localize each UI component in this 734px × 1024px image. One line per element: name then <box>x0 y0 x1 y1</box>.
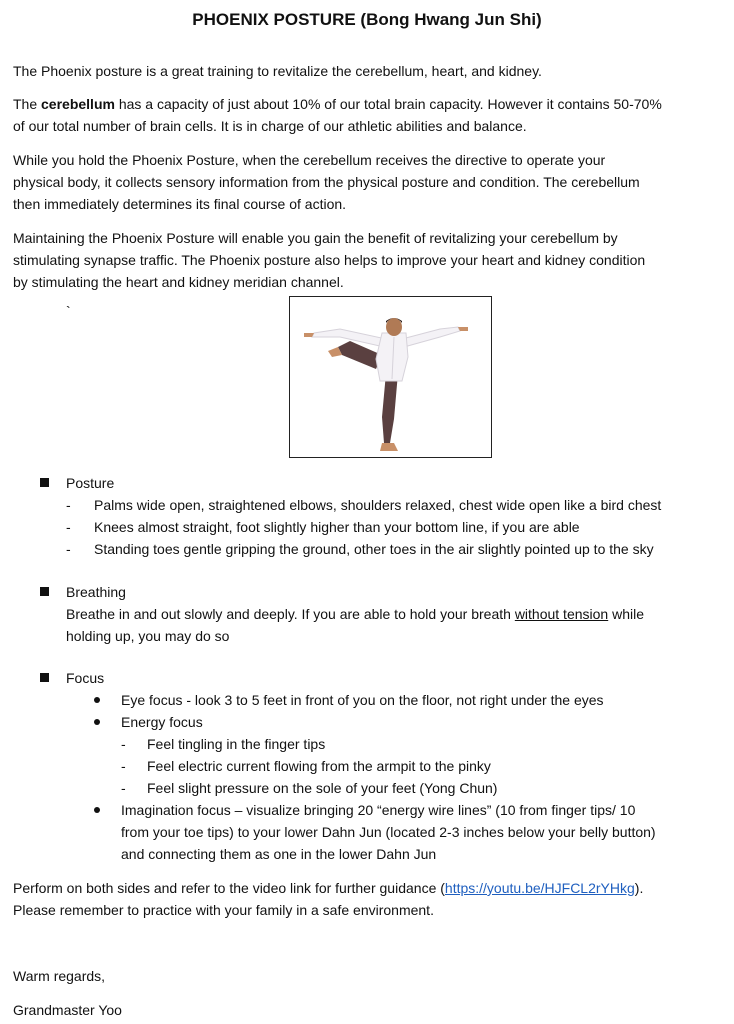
eye-focus-bullet <box>94 697 100 703</box>
eye-focus-item: Eye focus - look 3 to 5 feet in front of you on the floor, not right under the eyes <box>121 692 604 708</box>
intro-paragraph-1: The Phoenix posture is a great training to revitalize the cerebellum, heart, and kidney. <box>13 63 542 79</box>
posture-item-1-dash: - <box>66 497 71 513</box>
intro-paragraph-3-line-1: While you hold the Phoenix Posture, when the cerebellum receives the directive to operate your <box>13 152 606 168</box>
phoenix-posture-figure <box>289 296 492 458</box>
focus-section-bullet <box>40 673 49 682</box>
energy-item-2-dash: - <box>121 758 126 774</box>
posture-item-3: Standing toes gentle gripping the ground, other toes in the air slightly pointed up to the sky <box>94 541 654 557</box>
posture-item-2: Knees almost straight, foot slightly higher than your bottom line, if you are able <box>94 519 580 535</box>
closing-line-1-end: ). <box>634 880 644 896</box>
posture-section-bullet <box>40 478 49 487</box>
right-arm-sleeve <box>402 327 460 347</box>
posture-item-2-dash: - <box>66 519 71 535</box>
breathing-line-1-start: Breathe in and out slowly and deeply. If you are able to hold your breath <box>66 606 515 622</box>
breathing-line-1-end: while <box>608 606 645 622</box>
imagination-focus-line-2: from your toe tips) to your lower Dahn Jun (located 2-3 inches below your belly button) <box>121 824 656 840</box>
page-title: PHOENIX POSTURE (Bong Hwang Jun Shi) <box>192 10 542 29</box>
intro-paragraph-3-line-3: then immediately determines its final course of action. <box>13 196 347 212</box>
closing-line-1-start: Perform on both sides and refer to the video link for further guidance ( <box>13 880 445 896</box>
warm-regards: Warm regards, <box>13 968 106 984</box>
p2-lead: The <box>13 96 42 112</box>
breathing-line-1 <box>66 603 644 625</box>
breathing-section-bullet <box>40 587 49 596</box>
closing-line-1 <box>13 877 643 899</box>
closing-line-2: Please remember to practice with your family in a safe environment. <box>13 902 434 918</box>
head <box>386 318 402 336</box>
without-tension-underlined: without tension <box>514 606 609 622</box>
energy-item-1-dash: - <box>121 736 126 752</box>
phoenix-posture-illustration <box>290 297 491 457</box>
intro-paragraph-4-line-2: stimulating synapse traffic. The Phoenix posture also helps to improve your heart and kidney condition <box>13 252 646 268</box>
imagination-focus-line-3: and connecting them as one in the lower Dahn Jun <box>121 846 437 862</box>
posture-item-1: Palms wide open, straightened elbows, shoulders relaxed, chest wide open like a bird chest <box>94 497 662 513</box>
standing-leg <box>382 373 398 443</box>
standing-foot <box>380 443 398 451</box>
imagination-focus-line-1: Imagination focus – visualize bringing 20 “energy wire lines” (10 from finger tips/ 10 <box>121 802 636 818</box>
energy-focus-item: Energy focus <box>121 714 203 730</box>
focus-heading: Focus <box>66 670 105 686</box>
energy-item-3: Feel slight pressure on the sole of your feet (Yong Chun) <box>147 780 498 796</box>
video-link[interactable]: https://youtu.be/HJFCL2rYHkg <box>444 880 635 896</box>
intro-paragraph-2-line-1 <box>13 93 662 115</box>
posture-heading: Posture <box>66 475 115 491</box>
intro-paragraph-4-line-1: Maintaining the Phoenix Posture will enable you gain the benefit of revitalizing your cerebellum by <box>13 230 618 246</box>
breathing-heading: Breathing <box>66 584 126 600</box>
energy-item-2: Feel electric current flowing from the armpit to the pinky <box>147 758 491 774</box>
intro-paragraph-4-line-3: by stimulating the heart and kidney meridian channel. <box>13 274 344 290</box>
imagination-focus-bullet <box>94 807 100 813</box>
intro-paragraph-3-line-2: physical body, it collects sensory information from the physical posture and condition. The cerebellum <box>13 174 640 190</box>
energy-focus-bullet <box>94 719 100 725</box>
energy-item-1: Feel tingling in the finger tips <box>147 736 326 752</box>
stray-backtick-mark: ` <box>66 303 71 319</box>
signature: Grandmaster Yoo <box>13 1002 122 1018</box>
energy-item-3-dash: - <box>121 780 126 796</box>
intro-paragraph-2-line-2: of our total number of brain cells. It is in charge of our athletic abilities and balance. <box>13 118 527 134</box>
breathing-line-2: holding up, you may do so <box>66 628 230 644</box>
cerebellum-bold-term: cerebellum <box>41 96 115 112</box>
p2-rest: has a capacity of just about 10% of our total brain capacity. However it contains 50-70% <box>114 96 662 112</box>
posture-item-3-dash: - <box>66 541 71 557</box>
